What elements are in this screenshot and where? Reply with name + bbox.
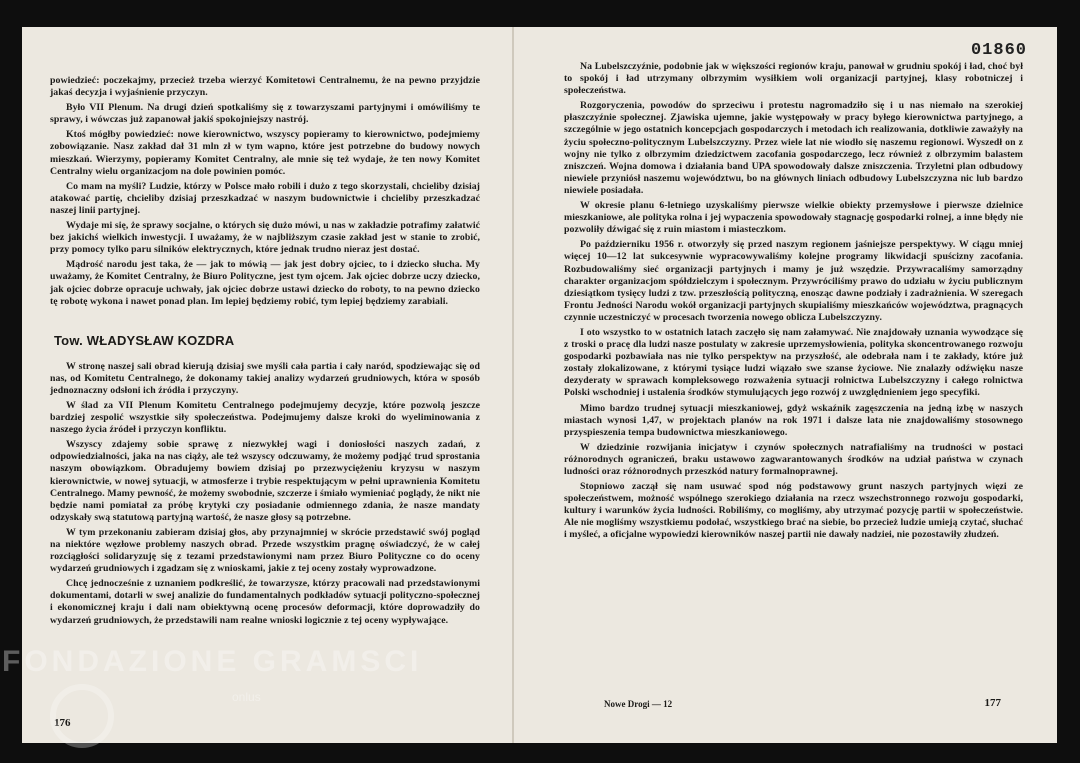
- paragraph: Wydaje mi się, że sprawy socjalne, o których się dużo mówi, u nas w zakładzie potrafimy załatwić bez jakichś wielkich inwestycji. I uważamy, że w najbliższym czasie zakład jest w stanie to zrobić, przy pomocy tylko paru silników elektrycznych, które jednak trudno nieraz jest dostać.: [50, 220, 480, 256]
- paragraph: W tym przekonaniu zabieram dzisiaj głos, aby przynajmniej w skrócie przedstawić swój pogląd na niektóre węzłowe problemy naszych obrad. Przede wszystkim pragnę oświadczyć, że w całej rozciągłości solidaryzuję się z tezami przedstawionymi nam przez Biuro Polityczne co do oceny wydarzeń grudniowych i zgadzam się z wnioskami, jakie z tej oceny zostały wyprowadzone.: [50, 526, 480, 575]
- paragraph: W dziedzinie rozwijania inicjatyw i czynów społecznych natrafialiśmy na trudności w postaci różnorodnych ograniczeń, braku ustawowo zagwarantowanych środków na udział państwa w czynach ludności oraz różnorodnych przeszkód natury formalnoprawnej.: [564, 441, 1023, 477]
- page-number-right: 177: [984, 697, 1001, 709]
- paragraph: W ślad za VII Plenum Komitetu Centralnego podejmujemy decyzje, które pozwolą jeszcze bardziej zespolić wszystkie siły społeczeństwa. Podejmujemy dalsze kroki do wyeliminowania z naszego życia źródeł i przyczyn konfliktu.: [50, 399, 480, 436]
- paragraph: Mimo bardzo trudnej sytuacji mieszkaniowej, gdyż wskaźnik zagęszczenia na jedną izbę w naszych miastach wynosi 1,47, w projektach planów na rok 1971 i dalsze lata nie znajdowaliśmy stosownego przyspieszenia tempa budownictwa mieszkaniowego.: [564, 402, 1023, 438]
- right-page: [514, 27, 1057, 743]
- speaker-heading: Tow. WŁADYSŁAW KOZDRA: [54, 332, 235, 348]
- left-page: [22, 27, 512, 743]
- paragraph: powiedzieć: poczekajmy, przecież trzeba wierzyć Komitetowi Centralnemu, że na pewno przyjdzie jakaś decyzja i wyjaśnienie przyczyn.: [50, 75, 480, 99]
- watermark-text: FONDAZIONE GRAMSCI: [2, 645, 423, 678]
- paragraph: Wszyscy zdajemy sobie sprawę z niezwykłej wagi i doniosłości naszych zadań, z odpowiedzialności, jaka na nas ciąży, ale też wszyscy odczuwamy, że możemy podjąć trud sprostania naszym obowiązkom. Obradujemy bowiem dzisiaj po przezwyciężeniu kryzysu w naszym kierownictwie, w nowej sytuacji, w atmosferze i trybie respektującym w pełni uprawnienia Komitetu Centralnego. Mamy pewność, że możemy swobodnie, szczerze i śmiało wymieniać poglądy, że nikt nie będzie nami pomiatał za próbę krytyki czy posiadanie odmiennego zdania, że nasze mandaty odzyskały swą statutową partyjną wartość, że nasze głosy są potrzebne.: [50, 439, 480, 523]
- page-number-left: 176: [54, 717, 71, 729]
- paragraph: I oto wszystko to w ostatnich latach zaczęło się nam załamywać. Nie znajdowały uznania wywodzące się z troski o pracę dla ludzi nasze postulaty w zakresie uprzemysłowienia, polityka skoncentrowanego rozwoju gospodarki pozbawiała nas nie tylko perspektyw na przyszłość, ale odebrała nam i te zakłady, które już zostały zlokalizowane, z którymi tysiące ludzi wiązało swe szanse życiowe. Nie znalazły odźwięku nasze dezyderaty w sprawach kompleksowego rozważenia sytuacji rolnictwa Lubelszczyzny i całego rolnictwa Polski wschodniej i ustalenia środków stymulujących jego rozwój z uwzględnieniem jego specyfiki.: [564, 326, 1023, 399]
- journal-name: Nowe Drogi — 12: [604, 699, 673, 709]
- paragraph: Po październiku 1956 r. otworzyły się przed naszym regionem jaśniejsze perspektywy. W ciągu mniej więcej 10—12 lat sukcesywnie wypracowywaliśmy kolejne programy likwidacji spuścizny zacofania. Rozbudowaliśmy sieć organizacji partyjnych i mamy je już wszędzie. Przywracaliśmy samorządny charakter organizacjom spółdzielczym i społecznym. Przywróciliśmy prawo do udziału w życiu publicznym dziesiątkom tysięcy ludzi z tzw. przeszłością polityczną, enosząc dawne podziały i zadrażnienia. W szeregach Frontu Jedności Narodu wokół organizacji partyjnych skupialiśmy mieszkańców województwa, pragnących czynnie uczestniczyć w procesach tworzenia nowego oblicza Lubelszczyzny.: [564, 239, 1023, 323]
- watermark-subtext: onlus: [232, 690, 261, 704]
- paragraph: Było VII Plenum. Na drugi dzień spotkaliśmy się z towarzyszami partyjnymi i omówiliśmy te sprawy, i wówczas już zapanował jakiś spokojniejszy nastrój.: [50, 102, 480, 126]
- paragraph: W okresie planu 6-letniego uzyskaliśmy pierwsze wielkie obiekty przemysłowe i pierwsze dzielnice mieszkaniowe, ale polityka rolna i jej wypaczenia spowodowały stagnację gospodarki rolnej, a inne błędy nie pozwoliły dźwigać się z ruin miastom i miasteczkom.: [564, 200, 1023, 236]
- paragraph: Na Lubelszczyźnie, podobnie jak w większości regionów kraju, panował w grudniu spokój i ład, choć był to spokój i ład utrzymany olbrzymim wysiłkiem woli organizacji partyjnej, klasy robotniczej i społeczeństwa.: [564, 61, 1023, 97]
- paragraph: Ktoś mógłby powiedzieć: nowe kierownictwo, wszyscy popieramy to kierownictwo, podejmiemy zobowiązanie. Nasz zakład dał 31 mln zł w tym wapno, które jest potrzebne do budowy nowych mieszkań. Wierzymy, popieramy Komitet Centralny, ale mnie się też wydaje, że ten nowy Komitet Centralny wielu organizacjom na dole powinien pomóc.: [50, 129, 480, 177]
- paragraph: Stopniowo zaczął się nam usuwać spod nóg podstawowy grunt naszych partyjnych więzi ze społeczeństwem, możność wspólnego szerokiego działania na rzecz wszechstronnego rozwoju gospodarki, kultury i warunków życia ludności. Robiliśmy, co mogliśmy, aby utrzymać pozycję partii w społeczeństwie. Ale nie mogliśmy wszystkiemu podołać, wszystkiego brać na siebie, bo przecież ludzie umieją czytać, słuchać i myśleć, a oficjalne wypowiedzi kierowników naszej partii nie dawały nadziei, nie pozostawiły złudzeń.: [564, 481, 1023, 541]
- paragraph: Mądrość narodu jest taka, że — jak to mówią — jak jest dobry ojciec, to i dziecko słucha. My uważamy, że Komitet Centralny, że Biuro Polityczne, jest tym ojcem. Jak ojciec dobrze uczy dziecko, jak ojciec dobrze opracuje uchwały, jak ojciec dobrze ustawi dziecko do roboty, to na pewno dziecko tę robotę wykona i nawet ponad plan. Im lepiej będziemy robić, tym lepiej będziemy zarabiali.: [50, 259, 480, 307]
- paragraph: Co mam na myśli? Ludzie, którzy w Polsce mało robili i dużo z tego skorzystali, chcieliby dzisiaj atakować partię, chcieliby dzisiaj przeszkadzać w naszym budownictwie i chcieliby przeszkadzać naszej linii partyjnej.: [50, 180, 480, 216]
- paragraph: W stronę naszej sali obrad kierują dzisiaj swe myśli cała partia i cały naród, spodziewając się od nas, od Komitetu Centralnego, że dokonamy takiej analizy wydarzeń grudniowych, która w sposób jednoznaczny odsłoni ich źródła i przyczyny.: [50, 360, 480, 396]
- paragraph: Chcę jednocześnie z uznaniem podkreślić, że towarzysze, którzy pracowali nad przedstawionymi dokumentami, dotarli w swej analizie do fundamentalnych podkładów sytuacji polityczno-społecznej i ekonomicznej kraju i dali nam obiektywną ocenę procesów deformacji, które doprowadziły do wydarzeń grudniowych, że przedstawili nam realne wnioski logicznie z tej oceny wypływające.: [50, 578, 480, 626]
- paragraph: Rozgoryczenia, powodów do sprzeciwu i protestu nagromadziło się i u nas niemało na szerokiej płaszczyźnie społecznej. Zjawiska ujemne, jakie występowały w pracy byłego kierownictwa partyjnego, a szczególnie w jego ostatnich koncepcjach gospodarczych i metodach ich realizowania, dotkliwie zaważyły na życiu społeczno-politycznym Lubelszczyzny. Przez wiele lat nie wiodło się naszemu regionowi. Wyszedł on z wojny nie tylko z olbrzymim dziedzictwem zacofania gospodarczego, lecz również z olbrzymim balastem zniszczeń. Wojna domowa i działania band UPA spowodowały dalsze zniszczenia. Trzyletni plan odbudowy niewiele przyniósł naszemu województwu, bo na głównych liniach odbudowy Lubelszczyzna nic lub bardzo niewiele posiadała.: [564, 100, 1023, 196]
- left-text-top: [50, 75, 480, 308]
- left-text-bottom: [50, 361, 480, 627]
- archive-stamp-number: 01860: [970, 41, 1027, 60]
- right-text: [564, 61, 1023, 542]
